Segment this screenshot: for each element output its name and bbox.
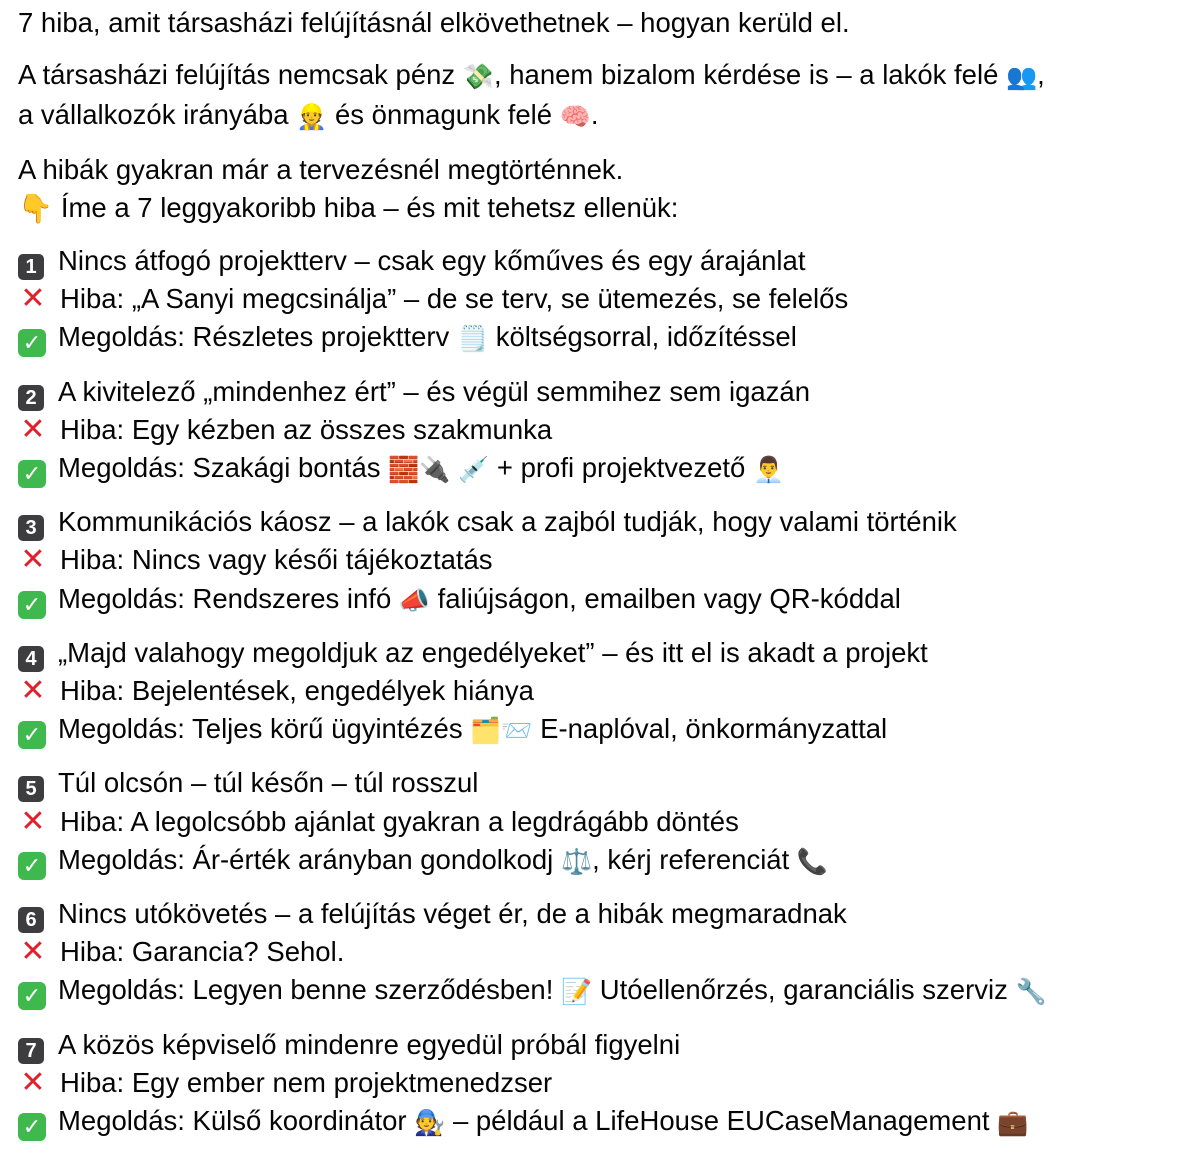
item-solution-line xyxy=(18,318,1183,358)
item-solution-a: Megoldás: Legyen benne szerződésben! xyxy=(58,974,554,1006)
item-solution-a: Megoldás: Teljes körű ügyintézés xyxy=(58,713,463,745)
list-item-6 xyxy=(18,895,1183,1012)
item-error-line xyxy=(18,541,1183,579)
lead-text-2: Íme a 7 leggyakoribb hiba – és mit tehetsz ellenük: xyxy=(60,191,679,223)
item-error: Hiba: Bejelentések, engedélyek hiánya xyxy=(60,675,534,707)
post-body xyxy=(18,4,1183,1156)
lead-line-2 xyxy=(18,189,1183,228)
item-solution-b: E-naplóval, önkormányzattal xyxy=(540,713,888,745)
memo-icon: 📝 xyxy=(561,978,593,1007)
item-error-line xyxy=(18,411,1183,449)
pointing-hand-icon: 👇 xyxy=(18,192,53,224)
intro-text-3: , xyxy=(1037,59,1045,91)
item-solution-line xyxy=(18,580,1183,620)
cross-mark-icon: ✕ xyxy=(20,674,46,708)
briefcase-icon: 💼 xyxy=(997,1109,1029,1138)
megaphone-icon: 📣 xyxy=(398,586,431,615)
list-item-5 xyxy=(18,764,1183,881)
keycap-number-icon: 3 xyxy=(18,515,44,541)
item-solution-line xyxy=(18,971,1183,1011)
post-title-paragraph xyxy=(18,4,1183,42)
item-heading-line xyxy=(18,634,1183,672)
check-mark-icon: ✓ xyxy=(18,460,46,488)
intro-text-4: a vállalkozók irányába xyxy=(18,99,289,131)
check-mark-icon: ✓ xyxy=(18,591,46,619)
balance-scale-icon: ⚖️ xyxy=(560,847,593,876)
item-error: Hiba: Garancia? Sehol. xyxy=(60,936,345,968)
item-error: Hiba: „A Sanyi megcsinálja” – de se terv, se ütemezés, se felelős xyxy=(60,283,849,315)
intro-line-1 xyxy=(18,56,1183,96)
electric-plug-icon: 🔌 xyxy=(419,456,451,485)
list-item-4 xyxy=(18,634,1183,751)
item-error-line xyxy=(18,280,1183,318)
cross-mark-icon: ✕ xyxy=(20,412,46,446)
manager-icon: 👨‍💼 xyxy=(752,456,785,485)
item-error: Hiba: Egy kézben az összes szakmunka xyxy=(60,413,553,445)
envelope-icon: 📨 xyxy=(501,717,533,746)
item-heading-line xyxy=(18,242,1183,280)
telephone-icon: 📞 xyxy=(796,847,829,876)
list-item-3 xyxy=(18,503,1183,620)
pipe-icon: 💉 xyxy=(458,456,490,485)
intro-text-1: A társasházi felújítás nemcsak pénz xyxy=(18,59,456,91)
item-heading: A közös képviselő mindenre egyedül próbál figyelni xyxy=(58,1028,681,1060)
cross-mark-icon: ✕ xyxy=(20,804,46,838)
item-heading: „Majd valahogy megoldjuk az engedélyeket” – és itt el is akadt a projekt xyxy=(58,636,928,668)
item-heading: Nincs átfogó projektterv – csak egy kőműves és egy árajánlat xyxy=(58,245,806,277)
item-solution-b: költségsorral, időzítéssel xyxy=(495,321,797,353)
item-heading: Nincs utókövetés – a felújítás véget ér, de a hibák megmaradnak xyxy=(58,898,847,930)
item-heading: A kivitelező „mindenhez ért” – és végül semmihez sem igazán xyxy=(58,375,811,407)
cross-mark-icon: ✕ xyxy=(20,935,46,969)
check-mark-icon: ✓ xyxy=(18,852,46,880)
item-solution-b: Utóellenőrzés, garanciális szerviz xyxy=(599,974,1008,1006)
intro-paragraph xyxy=(18,56,1183,136)
item-solution-a: Megoldás: Részletes projektterv xyxy=(58,321,450,353)
list-item-1 xyxy=(18,242,1183,359)
bricks-icon: 🧱 xyxy=(388,456,420,485)
item-heading-line xyxy=(18,373,1183,411)
intro-text-6: . xyxy=(590,99,599,131)
keycap-number-icon: 7 xyxy=(18,1038,44,1064)
item-heading-line xyxy=(18,503,1183,541)
item-solution-a: Megoldás: Szakági bontás xyxy=(58,452,381,484)
item-solution-a: Megoldás: Ár-érték arányban gondolkodj xyxy=(58,843,554,875)
item-solution-b: , kérj referenciát xyxy=(592,843,790,875)
cross-mark-icon: ✕ xyxy=(20,282,46,316)
item-error: Hiba: A legolcsóbb ajánlat gyakran a legdrágább döntés xyxy=(60,805,739,837)
keycap-number-icon: 2 xyxy=(18,385,44,411)
folder-icon: 🗂️ xyxy=(470,717,502,746)
item-error-line xyxy=(18,1064,1183,1102)
keycap-number-icon: 1 xyxy=(18,254,44,280)
item-error: Hiba: Nincs vagy késői tájékoztatás xyxy=(60,544,493,576)
item-heading-line xyxy=(18,895,1183,933)
item-solution-line xyxy=(18,449,1183,489)
item-solution-b: + profi projektvezető xyxy=(496,452,746,484)
item-error: Hiba: Egy ember nem projektmenedzser xyxy=(60,1066,553,1098)
clipboard-icon: 🗒️ xyxy=(456,325,489,354)
brain-icon: 🧠 xyxy=(559,103,591,132)
mechanic-icon: 🧑‍🔧 xyxy=(414,1109,446,1138)
item-heading: Túl olcsón – túl későn – túl rosszul xyxy=(58,767,479,799)
item-error-line xyxy=(18,672,1183,710)
item-error-line xyxy=(18,933,1183,971)
intro-line-2 xyxy=(18,96,1183,136)
lead-paragraph xyxy=(18,151,1183,228)
people-silhouette-icon: 👥 xyxy=(1006,63,1038,92)
item-solution-a: Megoldás: Rendszeres infó xyxy=(58,582,392,614)
item-solution-line xyxy=(18,1102,1183,1142)
item-solution-a: Megoldás: Külső koordinátor xyxy=(58,1105,407,1137)
item-solution-line xyxy=(18,841,1183,881)
check-mark-icon: ✓ xyxy=(18,982,46,1010)
post-title: 7 hiba, amit társasházi felújításnál elkövethetnek – hogyan kerüld el. xyxy=(18,7,850,38)
cross-mark-icon: ✕ xyxy=(20,1065,46,1099)
check-mark-icon: ✓ xyxy=(18,721,46,749)
item-solution-line xyxy=(18,710,1183,750)
lead-line-1: A hibák gyakran már a tervezésnél megtörténnek. xyxy=(18,153,624,185)
cross-mark-icon: ✕ xyxy=(20,543,46,577)
construction-worker-icon: 👷 xyxy=(296,103,328,132)
intro-text-2: , hanem bizalom kérdése is – a lakók felé xyxy=(493,59,999,91)
check-mark-icon: ✓ xyxy=(18,329,46,357)
item-solution-b: – például a LifeHouse EUCaseManagement xyxy=(452,1105,990,1137)
keycap-number-icon: 4 xyxy=(18,646,44,672)
item-error-line xyxy=(18,803,1183,841)
list-item-7 xyxy=(18,1026,1183,1143)
keycap-number-icon: 5 xyxy=(18,776,44,802)
check-mark-icon: ✓ xyxy=(18,1113,46,1141)
item-solution-b: faliújságon, emailben vagy QR-kóddal xyxy=(437,582,901,614)
list-item-2 xyxy=(18,373,1183,490)
wrench-icon: 🔧 xyxy=(1015,978,1047,1007)
keycap-number-icon: 6 xyxy=(18,907,44,933)
item-heading: Kommunikációs káosz – a lakók csak a zajból tudják, hogy valami történik xyxy=(58,506,957,538)
money-wings-icon: 💸 xyxy=(462,63,494,92)
item-heading-line xyxy=(18,1026,1183,1064)
item-heading-line xyxy=(18,764,1183,802)
intro-text-5: és önmagunk felé xyxy=(335,99,553,131)
